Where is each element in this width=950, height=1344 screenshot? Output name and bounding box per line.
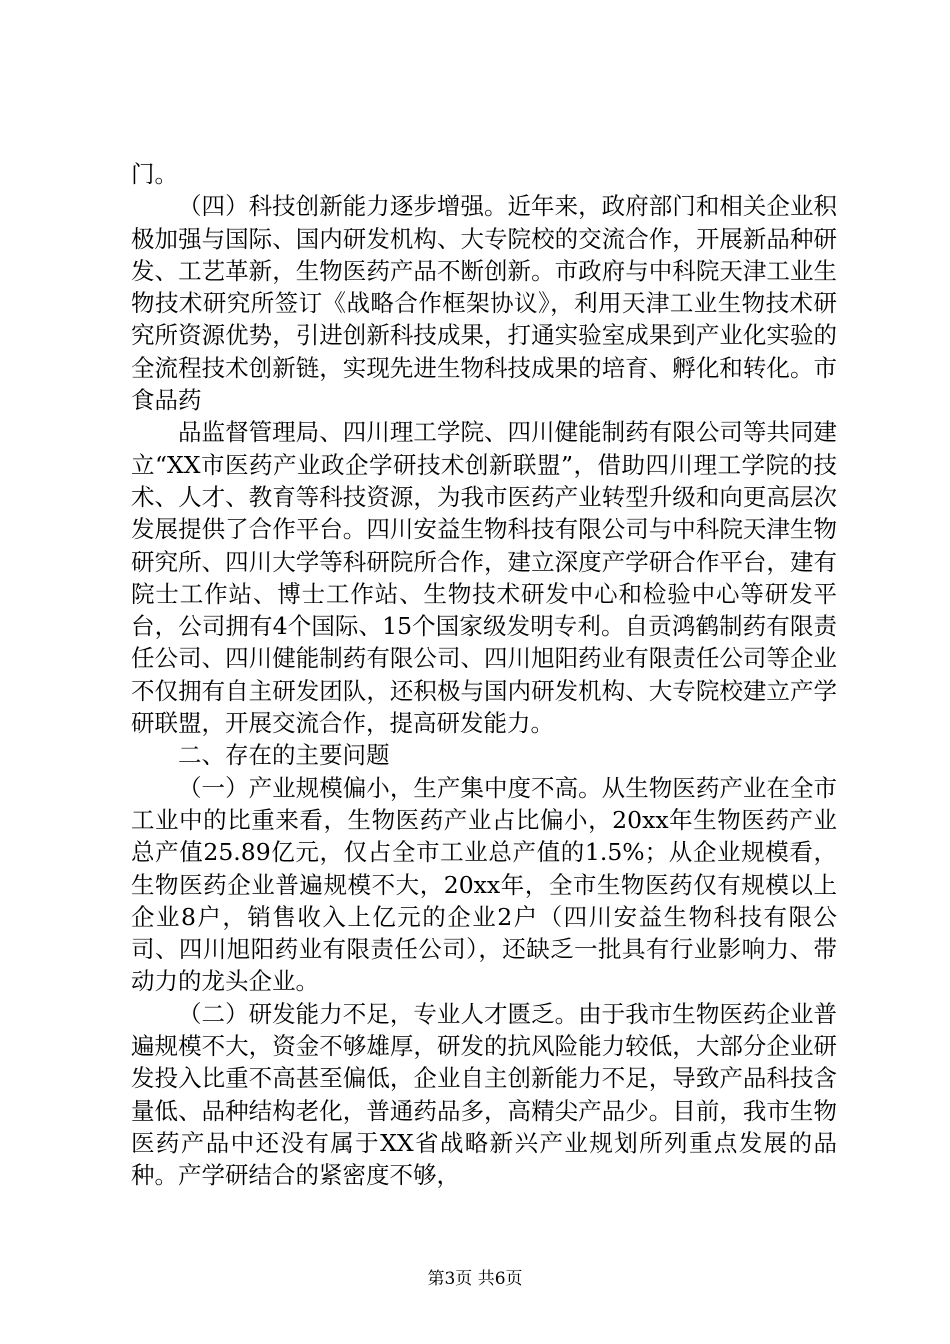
document-body — [131, 158, 837, 1192]
section-heading-problems: 二、存在的主要问题 — [178, 741, 390, 770]
paragraph-alliance: 品监督管理局、四川理工学院、四川健能制药有限公司等共同建立“XX市医药产业政企学研技术创新联盟”，借助四川理工学院的技术、人才、教育等科技资源，为我市医药产业转型升级和向更高层次发展提供了合作平台。四川安益生物科技有限公司与中科院天津生物研究所、四川大学等科研院所合作，建立深度产学研合作平台，建有院士工作站、博士工作站、生物技术研发中心和检验中心等研发平台，公司拥有4个国际、15个国家级发明专利。自贡鸿鹤制药有限责任公司、四川健能制药有限公司、四川旭阳药业有限责任公司等企业不仅拥有自主研发团队，还积极与国内研发机构、大专院校建立产学研联盟，开展交流合作，提高研发能力。 — [131, 418, 837, 738]
page-number-label: 第3页 共6页 — [427, 1269, 523, 1289]
page-footer — [0, 1268, 950, 1290]
paragraph-continuation: 门。 — [131, 160, 178, 188]
paragraph-industry-scale: （一）产业规模偏小，生产集中度不高。从生物医药产业在全市工业中的比重来看，生物医药产业占比偏小，20xx年生物医药产业总产值25.89亿元，仅占全市工业总产值的1.5%；从企业规模看，生物医药企业普遍规模不大，20xx年，全市生物医药仅有规模以上企业8户，销售收入上亿元的企业2户（四川安益生物科技有限公司、四川旭阳药业有限责任公司），还缺乏一批具有行业影响力、带动力的龙头企业。 — [131, 773, 837, 996]
paragraph-rd-capacity: （二）研发能力不足，专业人才匮乏。由于我市生物医药企业普遍规模不大，资金不够雄厚，研发的抗风险能力较低，大部分企业研发投入比重不高甚至偏低，企业自主创新能力不足，导致产品科技含量低、品种结构老化，普通药品多，高精尖产品少。目前，我市生物医药产品中还没有属于XX省战略新兴产业规划所列重点发展的品种。产学研结合的紧密度不够， — [131, 999, 837, 1190]
paragraph-tech-innovation: （四）科技创新能力逐步增强。近年来，政府部门和相关企业积极加强与国际、国内研发机构、大专院校的交流合作，开展新品种研发、工艺革新，生物医药产品不断创新。市政府与中科院天津工业生物技术研究所签订《战略合作框架协议》，利用天津工业生物技术研究所资源优势，引进创新科技成果，打通实验室成果到产业化实验的全流程技术创新链，实现先进生物科技成果的培育、孵化和转化。市食品药 — [131, 192, 837, 415]
